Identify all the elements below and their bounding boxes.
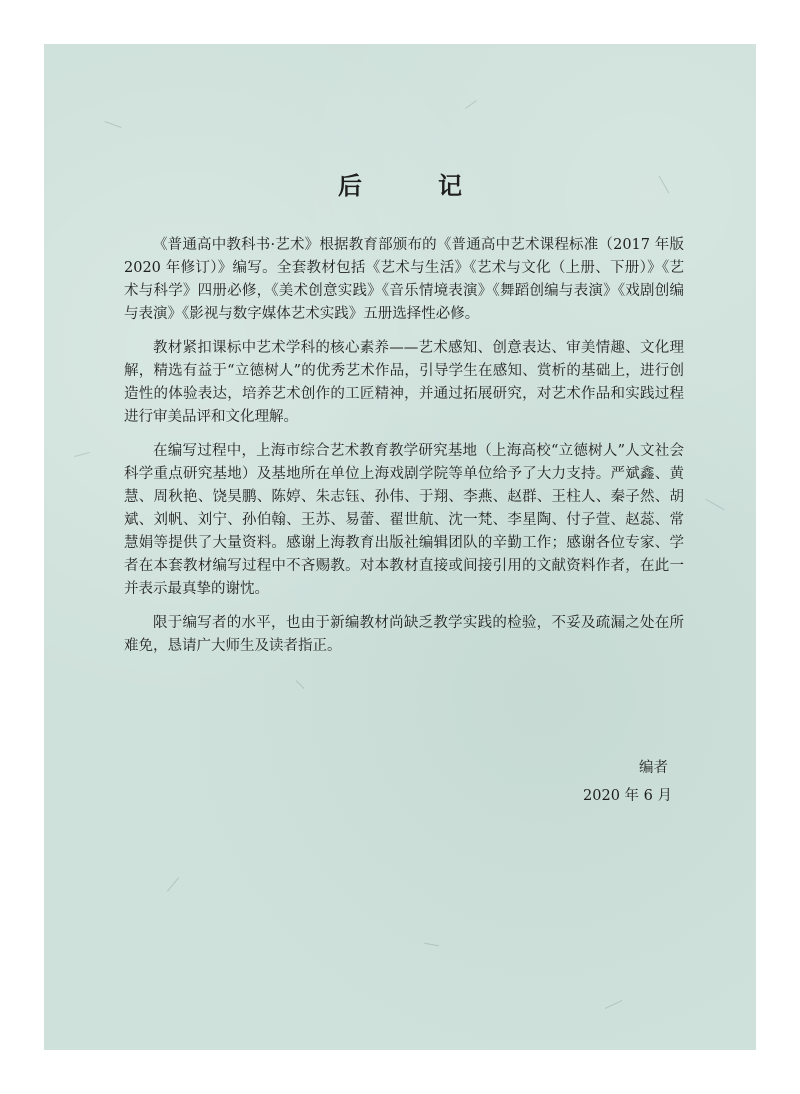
afterword-body (124, 234, 684, 669)
paper-fiber (705, 499, 725, 511)
signature-block (583, 754, 672, 810)
paragraph: 在编写过程中，上海市综合艺术教育教学研究基地（上海高校“立德树人”人文社会科学重点研究基地）及基地所在单位上海戏剧学院等单位给予了大力支持。严斌鑫、黄慧、周秋艳、饶昊鹏、陈婷、朱志钰、孙伟、于翔、李燕、赵群、王柱人、秦子然、胡斌、刘帆、刘宁、孙伯翰、王苏、易蕾、翟世航、沈一梵、李星陶、付子萱、赵蕊、常慧娟等提供了大量资料。感谢上海教育出版社编辑团队的辛勤工作；感谢各位专家、学者在本套教材编写过程中不吝赐教。对本教材直接或间接引用的文献资料作者，在此一并表示最真挚的谢忱。 (124, 443, 684, 597)
date-label: 2020 年 6 月 (583, 788, 672, 804)
paper-fiber (104, 121, 121, 128)
paper-fiber (74, 452, 90, 457)
paper-fiber (465, 100, 477, 109)
paragraph: 教材紧扣课标中艺术学科的核心素养——艺术感知、创意表达、审美情趣、文化理解，精选有益于“立德树人”的优秀艺术作品，引导学生在感知、赏析的基础上，进行创造性的体验表达，培养艺术创作的工匠精神，并通过拓展研究，对艺术作品和实践过程进行审美品评和文化理解。 (124, 340, 684, 425)
document-page (44, 44, 756, 1050)
paper-fiber (424, 943, 439, 947)
paragraph: 《普通高中教科书·艺术》根据教育部颁布的《普通高中艺术课程标准（2017 年版 2020 年修订）》编写。全套教材包括《艺术与生活》《艺术与文化（上册、下册）》《艺术与科学》四册必修，《美术创意实践》《音乐情境表演》《舞蹈创编与表演》《戏剧创编与表演》《影视与数字媒体艺术实践》五册选择性必修。 (124, 237, 684, 322)
author-label: 编者 (639, 760, 668, 776)
paper-fiber (605, 1000, 623, 1009)
paper-fiber (167, 877, 179, 891)
paper-fiber (295, 680, 304, 689)
page-title: 后 记 (338, 172, 488, 200)
paragraph: 限于编写者的水平，也由于新编教材尚缺乏教学实践的检验，不妥及疏漏之处在所难免，恳请广大师生及读者指正。 (124, 615, 684, 654)
